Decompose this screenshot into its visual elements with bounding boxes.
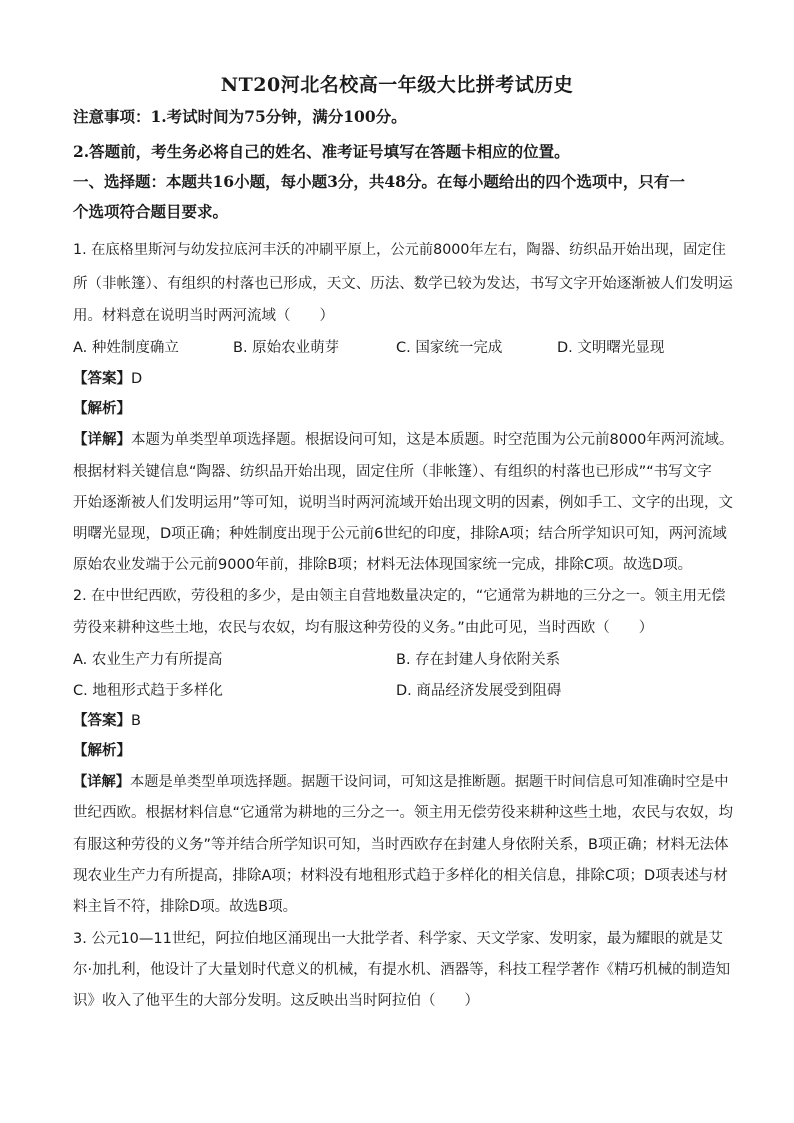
q1-option-c: C. 国家统一完成	[396, 340, 503, 356]
q1-stem-line-3: 用。材料意在说明当时两河流域（ ）	[73, 308, 334, 324]
q2-option-b: B. 存在封建人身依附关系	[396, 652, 561, 668]
detail-tag: 【详解】	[73, 774, 131, 790]
page-title: NT20河北名校高一年级大比拼考试历史	[220, 74, 574, 96]
answer-value: D	[131, 371, 143, 387]
q1-option-b: B. 原始农业萌芽	[233, 340, 340, 356]
q1-stem-line-2: 所（非帐篷）、有组织的村落也已形成，天文、历法、数学已较为发达，书写文字开始逐渐被人们发明运	[73, 276, 733, 292]
q3-stem-line-2: 尔·加扎利，他设计了大量划时代意义的机械，有提水机、酒器等，科技工程学著作《精巧机械的制造知	[73, 962, 731, 978]
q1-detail-line-5: 原始农业发端于公元前9000年前，排除B项；材料无法体现国家统一完成，排除C项。故选D项。	[73, 557, 693, 573]
q2-option-c: C. 地租形式趋于多样化	[73, 683, 223, 699]
q2-detail-line-5: 料主旨不符，排除D项。故选B项。	[73, 899, 298, 915]
detail-tag: 【详解】	[73, 432, 131, 448]
q2-option-d: D. 商品经济发展受到阻碍	[396, 683, 562, 699]
q2-stem-line-1: 2. 在中世纪西欧，劳役租的多少，是由领主自营地数量决定的，“它通常为耕地的三分之一。领主用无偿	[73, 588, 726, 604]
q3-stem-line-1: 3. 公元10—11世纪，阿拉伯地区涌现出一大批学者、科学家、天文学家、发明家，最为耀眼的就是艾	[73, 931, 723, 947]
q1-option-d: D. 文明曙光显现	[557, 340, 665, 356]
q2-option-a: A. 农业生产力有所提高	[73, 652, 223, 668]
answer-value: B	[131, 713, 141, 729]
q1-detail-line-3: 开始逐渐被人们发明运用”等可知，说明当时两河流域开始出现文明的因素，例如手工、文字的出现，文	[73, 495, 734, 511]
q2-detail-line-4: 现农业生产力有所提高，排除A项；材料没有地租形式趋于多样化的相关信息，排除C项；D项表述与材	[73, 868, 728, 884]
q1-detail-line-2: 根据材料关键信息“陶器、纺织品开始出现，固定住所（非帐篷）、有组织的村落也已形成”“书写文字	[73, 464, 712, 480]
q2-answer	[73, 711, 723, 731]
q2-detail-line-1	[73, 772, 729, 792]
q2-stem-line-2: 劳役来耕种这些土地，农民与农奴，均有服这种劳役的义务。”由此可见，当时西欧（ ）	[73, 620, 654, 636]
section-heading-line-2: 个选项符合题目要求。	[73, 202, 229, 221]
q1-stem-line-1: 1. 在底格里斯河与幼发拉底河丰沃的冲刷平原上，公元前8000年左右，陶器、纺织品开始出现，固定住	[73, 242, 726, 258]
detail-text: 本题是单类型单项选择题。据题干设问词，可知这是推断题。据题干时间信息可知准确时空是中	[130, 774, 729, 790]
detail-text: 本题为单类型单项选择题。根据设问可知，这是本质题。时空范围为公元前8000年两河流域。	[131, 432, 734, 448]
q2-analysis-tag: 【解析】	[73, 743, 131, 759]
section-heading-line-1: 一、选择题：本题共16小题，每小题3分，共48分。在每小题给出的四个选项中，只有一	[73, 172, 685, 191]
q2-detail-line-2: 世纪西欧。根据材料信息“它通常为耕地的三分之一。领主用无偿劳役来耕种这些土地，农民与农奴，均	[73, 805, 734, 821]
q2-detail-line-3: 有服这种劳役的义务”等并结合所学知识可知，当时西欧存在封建人身依附关系，B项正确；材料无法体	[73, 837, 729, 853]
q1-detail-line-4: 明曙光显现，D项正确；种姓制度出现于公元前6世纪的印度，排除A项；结合所学知识可知，两河流域	[73, 526, 727, 542]
q1-detail-line-1	[73, 430, 734, 450]
notes-line-1: 注意事项：1.考试时间为75分钟，满分100分。	[73, 107, 407, 126]
q3-stem-line-3: 识》收入了他平生的大部分发明。这反映出当时阿拉伯（ ）	[73, 993, 479, 1009]
answer-tag: 【答案】	[73, 371, 131, 387]
q1-analysis-tag: 【解析】	[73, 401, 131, 417]
q1-answer	[73, 369, 723, 389]
q1-option-a: A. 种姓制度确立	[73, 340, 179, 356]
answer-tag: 【答案】	[73, 713, 131, 729]
notes-line-2: 2.答题前，考生务必将自己的姓名、准考证号填写在答题卡相应的位置。	[73, 142, 570, 161]
